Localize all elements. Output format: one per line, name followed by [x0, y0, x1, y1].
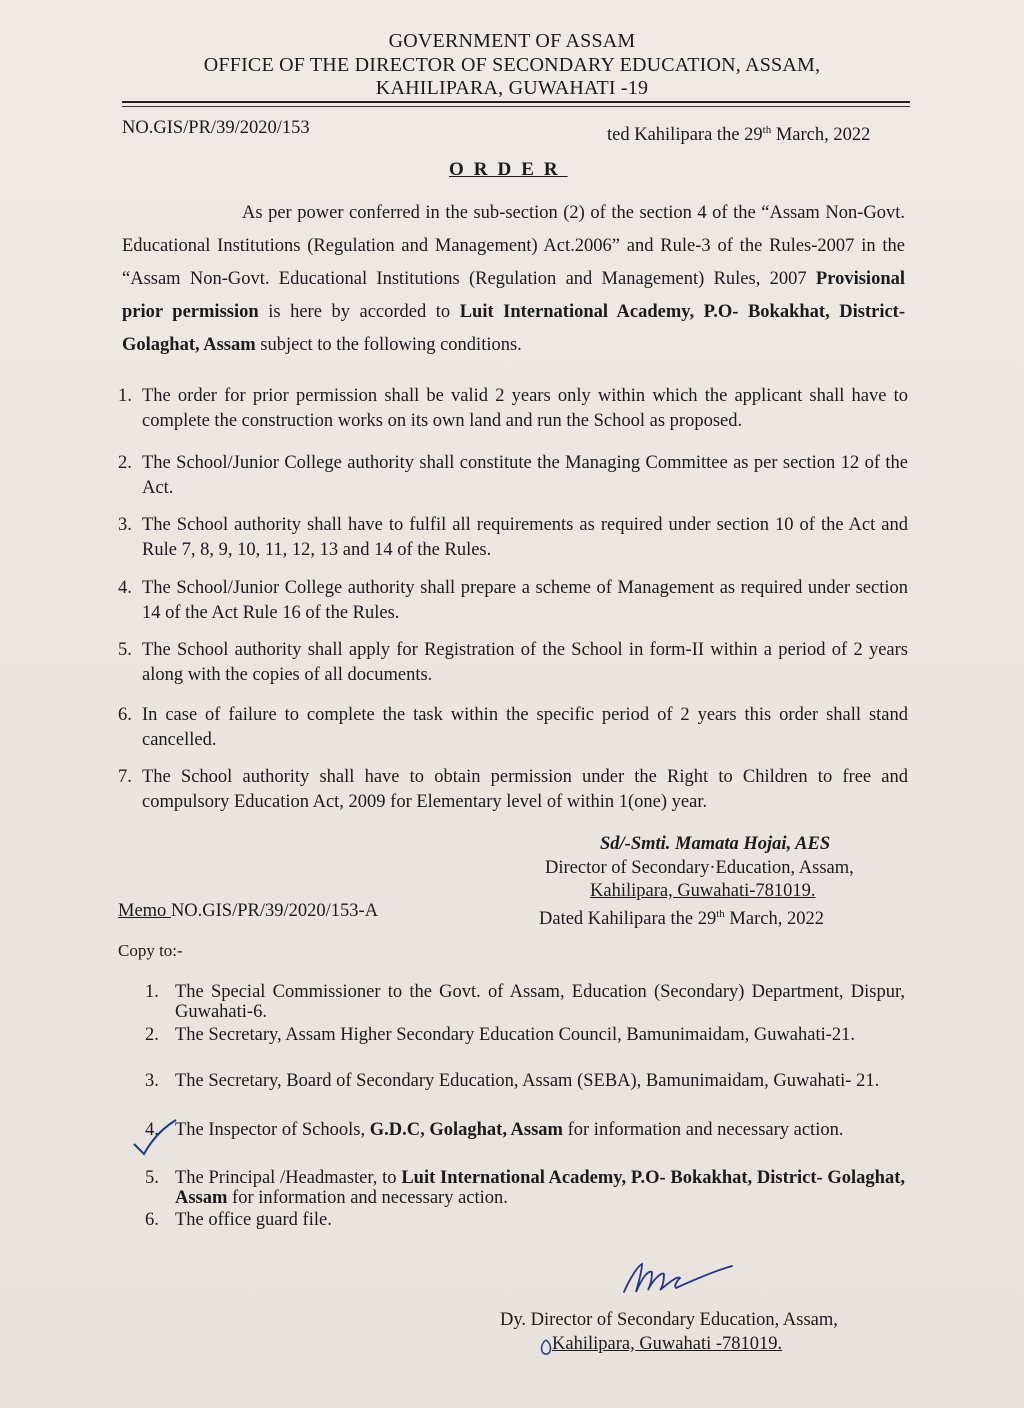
copy-to-label: Copy to:- — [118, 941, 183, 960]
header-rule — [122, 101, 910, 103]
copy-text: The Secretary, Board of Secondary Education, Assam (SEBA), Bamunimaidam, Guwahati- 21. — [175, 1071, 880, 1091]
memo-label: Memo — [118, 901, 171, 921]
condition-number: 4. — [118, 578, 132, 598]
footer-address: Kahilipara, Guwahati -781019. — [552, 1334, 783, 1354]
intro-paragraph — [122, 197, 905, 362]
memo-date-sup: th — [716, 908, 725, 920]
memo-date — [539, 903, 824, 930]
header-rule-thin — [122, 106, 910, 107]
intro-bold-permission: Provisional prior permission — [122, 269, 905, 322]
condition-text: The order for prior permission shall be valid 2 years only within which the applicant shall have to complete the construction works on its own land and run the School as proposed. — [142, 386, 908, 431]
header-government: GOVERNMENT OF ASSAM — [388, 30, 636, 52]
condition-text: The School/Junior College authority shall constitute the Managing Committee as per section 12 of the Act. — [142, 453, 908, 498]
memo-number-text: NO.GIS/PR/39/2020/153-A — [170, 901, 379, 921]
copy-text: The office guard file. — [175, 1210, 332, 1230]
copy-number: 3. — [145, 1071, 159, 1091]
reference-date-month: March, 2022 — [771, 125, 871, 146]
copy-number: 2. — [145, 1025, 159, 1045]
initial-mark-icon — [538, 1336, 558, 1358]
condition-text: The School authority shall have to fulfil all requirements as required under section 10 of the Act and Rule 7, 8, 9, 10, 11, 12, 13 and 14 of the Rules. — [142, 515, 908, 560]
copy-item — [145, 1210, 905, 1230]
copy-text: The Secretary, Assam Higher Secondary Education Council, Bamunimaidam, Guwahati-21. — [175, 1025, 856, 1045]
condition-text: The School authority shall have to obtain permission under the Right to Children to free and compulsory Education Act, 2009 for Elementary level of within 1(one) year. — [142, 767, 908, 812]
intro-bold-academy: Luit International Academy, P.O- Bokakhat, District- Golaghat, Assam — [122, 302, 905, 355]
condition-number: 7. — [118, 767, 132, 787]
memo-date-text: Dated Kahilipara the 29 — [539, 909, 717, 930]
reference-date-sup: th — [762, 124, 772, 136]
copy-number: 1. — [145, 982, 159, 1002]
copy-text: The Inspector of Schools, G.D.C, Golaghat, Assam for information and necessary action. — [175, 1120, 844, 1140]
condition-item — [118, 765, 908, 815]
copy-text: The Principal /Headmaster, to Luit International Academy, P.O- Bokakhat, District- Golaghat, Assam for information and necessary action. — [175, 1168, 906, 1208]
header-office: OFFICE OF THE DIRECTOR OF SECONDARY EDUCATION, ASSAM, — [203, 54, 821, 76]
condition-number: 5. — [118, 640, 132, 660]
reference-date-text: ted Kahilipara the 29 — [607, 125, 763, 146]
signatory-name: Sd/-Smti. Mamata Hojai, AES — [600, 834, 831, 854]
copy-item — [145, 982, 905, 1022]
signatory-address: Kahilipara, Guwahati-781019. — [590, 881, 816, 901]
condition-number: 3. — [118, 515, 132, 535]
intro-text-3: subject to the following conditions. — [255, 335, 522, 355]
signatory-designation: Director of Secondary·Education, Assam, — [545, 858, 854, 878]
copy-number: 5. — [145, 1168, 159, 1188]
reference-date — [607, 119, 870, 146]
copy-item — [145, 1025, 905, 1045]
condition-text: The School authority shall apply for Registration of the School in form-II within a period of 2 years along with the copies of all documents. — [142, 640, 908, 685]
copy-number: 4. — [145, 1120, 159, 1140]
condition-item — [118, 384, 908, 434]
condition-item — [118, 451, 908, 501]
condition-item — [118, 576, 908, 626]
intro-text-2: is here by accorded to — [258, 302, 460, 322]
copy-item — [145, 1071, 905, 1091]
condition-item — [118, 513, 908, 563]
condition-item — [118, 638, 908, 688]
footer-designation: Dy. Director of Secondary Education, Assam, — [500, 1310, 838, 1330]
intro-text-1: As per power conferred in the sub-section (2) of the section 4 of the “Assam Non-Govt. Educational Institutions (Regulation and Management) Act.2006” and Rule-3 of the Rules-2007 in the “Assam Non-Govt. Educational Institutions (Regulation and Management) Rules, 2007 — [122, 203, 905, 289]
copy-number: 6. — [145, 1210, 159, 1230]
copy-item — [145, 1120, 905, 1140]
reference-number: NO.GIS/PR/39/2020/153 — [122, 118, 310, 138]
condition-text: The School/Junior College authority shall prepare a scheme of Management as required under section 14 of the Act Rule 16 of the Rules. — [142, 578, 908, 623]
condition-text: In case of failure to complete the task within the specific period of 2 years this order shall stand cancelled. — [142, 705, 908, 750]
header-address: KAHILIPARA, GUWAHATI -19 — [375, 77, 649, 99]
order-title: ORDER — [449, 159, 568, 180]
condition-number: 1. — [118, 386, 132, 406]
condition-number: 2. — [118, 453, 132, 473]
memo-date-month: March, 2022 — [724, 909, 824, 930]
copy-text: The Special Commissioner to the Govt. of Assam, Education (Secondary) Department, Dispur, Guwahati-6. — [175, 982, 905, 1022]
memo-number — [118, 900, 378, 922]
handwritten-signature-icon — [618, 1258, 738, 1298]
copy-item — [145, 1168, 905, 1208]
condition-number: 6. — [118, 705, 132, 725]
condition-item — [118, 703, 908, 753]
tick-mark-icon — [130, 1118, 180, 1158]
